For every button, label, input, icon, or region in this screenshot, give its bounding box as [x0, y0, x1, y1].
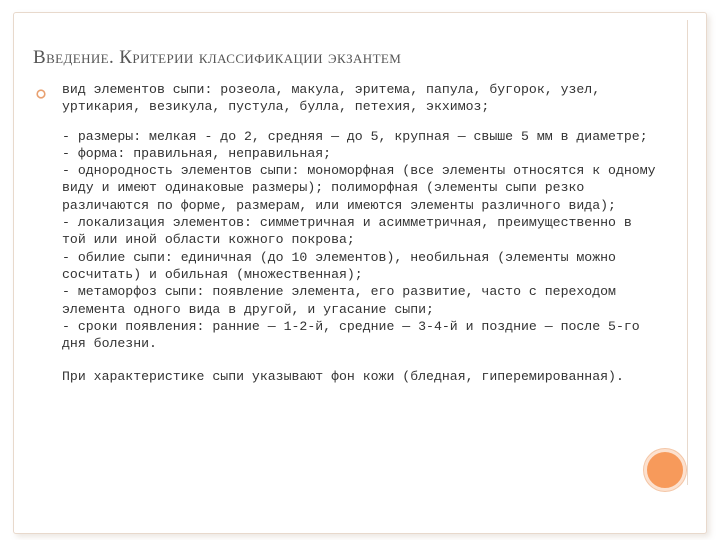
- criterion-abundance: - обилие сыпи: единичная (до 10 элементов), необильная (элементы можно сосчитать) и обильная (множественная);: [62, 249, 616, 282]
- slide-content: [62, 81, 662, 386]
- slide-title: Введение. Критерии классификации экзантем: [33, 47, 402, 68]
- closing-text: При характеристике сыпи указывают фон кожи (бледная, гиперемированная).: [62, 369, 624, 385]
- bullet-text: вид элементов сыпи: розеола, макула, эритема, папула, бугорок, узел, уртикария, везикула, пустула, булла, петехия, экхимоз;: [62, 82, 601, 115]
- criterion-localization: - локализация элементов: симметричная и асимметричная, преимущественно в той или иной области кожного покрова;: [62, 215, 632, 248]
- criterion-metamorphosis: - метаморфоз сыпи: появление элемента, его развитие, часто с переходом элемента одного вида в другой, и угасание сыпи;: [62, 284, 616, 317]
- criterion-timing: - сроки появления: ранние — 1-2-й, средние — 3-4-й и поздние — после 5-го дня болезни.: [62, 318, 640, 352]
- slide-right-strip: [687, 20, 704, 485]
- circle-bullet-icon: [36, 89, 46, 99]
- criterion-size: - размеры: мелкая - до 2, средняя — до 5, крупная — свыше 5 мм в диаметре;: [62, 128, 648, 144]
- criterion-uniformity: - однородность элементов сыпи: мономорфная (все элементы относятся к одному виду и имеют одинаковые размеры); полиморфная (элементы сыпи резко различаются по форме, размерам, или имеются элементы различного вида);: [62, 163, 656, 213]
- decorative-orange-circle: [644, 449, 686, 491]
- criterion-shape: - форма: правильная, неправильная;: [62, 145, 332, 161]
